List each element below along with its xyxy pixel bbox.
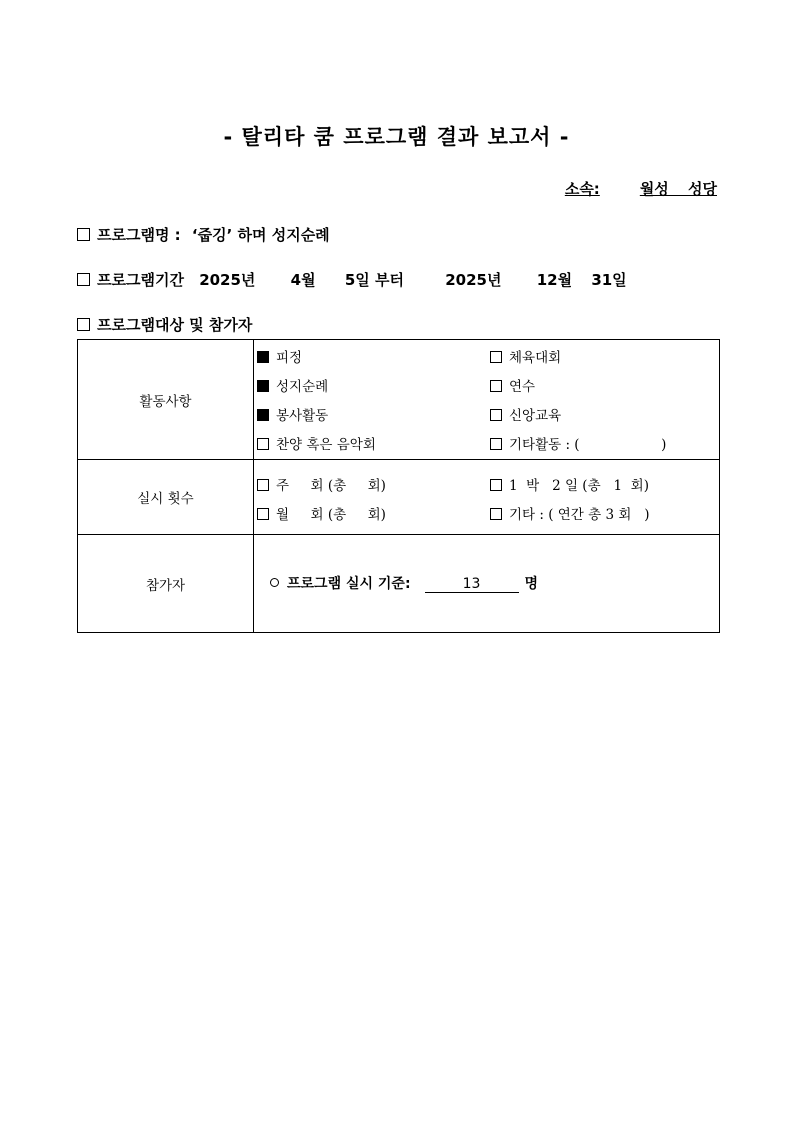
activity-option[interactable]: 신앙교육 <box>490 404 561 424</box>
checkbox-icon[interactable] <box>490 508 502 520</box>
checkbox-icon[interactable] <box>490 351 502 363</box>
checkbox-icon[interactable] <box>257 380 269 392</box>
start-year: 2025년 <box>199 271 256 289</box>
program-name-label: 프로그램명 : <box>97 226 181 244</box>
checkbox-icon[interactable] <box>490 479 502 491</box>
start-day: 5일 부터 <box>344 271 404 289</box>
activities-options <box>254 340 720 460</box>
checkbox-icon[interactable] <box>257 479 269 491</box>
activity-option[interactable]: 봉사활동 <box>257 404 328 424</box>
checkbox-icon[interactable] <box>490 380 502 392</box>
program-period-label: 프로그램기간 <box>97 271 184 289</box>
activity-option[interactable]: 찬양 혹은 음악회 <box>257 433 376 453</box>
checkbox-icon[interactable] <box>257 508 269 520</box>
circle-bullet-icon <box>270 578 279 587</box>
activity-option[interactable]: 연수 <box>490 375 535 395</box>
checkbox-icon <box>77 228 90 241</box>
affiliation <box>565 178 717 199</box>
criteria-label: 프로그램 실시 기준: <box>287 576 411 592</box>
frequency-option[interactable]: 기타 : ( 연간 총 3 회 ) <box>490 503 650 523</box>
checkbox-icon <box>77 318 90 331</box>
activities-row <box>78 340 720 460</box>
checkbox-icon[interactable] <box>490 438 502 450</box>
participants-label: 참가자 <box>78 535 254 633</box>
participants-section-row <box>77 314 252 335</box>
activity-option[interactable]: 피정 <box>257 346 302 366</box>
checkbox-icon[interactable] <box>257 438 269 450</box>
frequency-option[interactable]: 주 회 (총 회) <box>257 474 386 494</box>
start-month: 4월 <box>290 271 316 289</box>
participants-content <box>254 535 720 633</box>
participant-count[interactable]: 13 <box>425 576 519 593</box>
checkbox-icon[interactable] <box>490 409 502 421</box>
affiliation-value: 월성 성당 <box>639 180 717 198</box>
program-name-row <box>77 224 330 245</box>
report-title: - 탈리타 쿰 프로그램 결과 보고서 - <box>223 125 570 149</box>
checkbox-icon <box>77 273 90 286</box>
participants-row <box>78 535 720 633</box>
frequency-options <box>254 460 720 535</box>
frequency-row <box>78 460 720 535</box>
checkbox-icon[interactable] <box>257 351 269 363</box>
activity-option[interactable]: 기타활동 : ( ) <box>490 433 666 453</box>
end-month: 12월 <box>536 271 573 289</box>
participants-criteria <box>270 573 538 593</box>
participants-section-label: 프로그램대상 및 참가자 <box>97 316 253 334</box>
frequency-option[interactable]: 월 회 (총 회) <box>257 503 386 523</box>
end-year: 2025년 <box>445 271 502 289</box>
checkbox-icon[interactable] <box>257 409 269 421</box>
program-name-value: ‘줍깅’ 하며 성지순례 <box>191 226 330 244</box>
program-period-row <box>77 269 627 290</box>
end-day: 31일 <box>591 271 627 289</box>
frequency-option[interactable]: 1 박 2 일 (총 1 회) <box>490 474 649 494</box>
activity-option[interactable]: 성지순례 <box>257 375 328 395</box>
frequency-label: 실시 횟수 <box>78 460 254 535</box>
activity-option[interactable]: 체육대회 <box>490 346 561 366</box>
participant-unit: 명 <box>524 576 539 592</box>
activities-label: 활동사항 <box>78 340 254 460</box>
affiliation-label: 소속: <box>564 180 600 198</box>
program-table <box>77 339 720 633</box>
